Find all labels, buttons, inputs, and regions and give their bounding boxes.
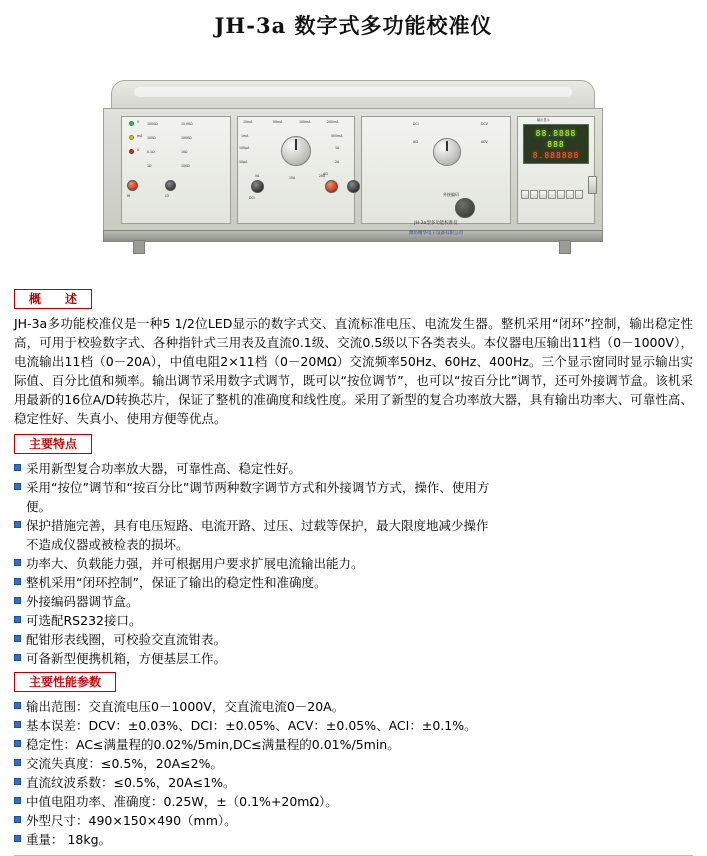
panel-a-label-0: 1000Ω [147, 122, 158, 126]
panel-b-label-3: 200mA [327, 120, 339, 124]
bullet-square-icon [14, 654, 21, 661]
list-item [14, 516, 693, 535]
bullet-square-icon [14, 578, 21, 585]
list-item-label: 稳定性：AC≤满量程的0.02%/5min,DC≤满量程的0.01%/5min。 [26, 737, 400, 752]
led-label-v: V [137, 120, 140, 124]
list-item-label: 中值电阻功率、准确度：0.25W，±（0.1%+20mΩ）。 [26, 794, 338, 809]
keypad-button-5[interactable] [557, 190, 565, 199]
led-display [523, 124, 589, 164]
output-jack-lo[interactable] [165, 180, 176, 191]
panel-b-label-12: 20A [319, 174, 326, 178]
list-item-label: 外型尺寸：490×150×490（mm）。 [26, 813, 237, 828]
panel-a-label-7: 100Ω [181, 164, 190, 168]
external-encoder-label: 外接编码 [443, 192, 459, 197]
list-item-label: 交流失真度：≤0.5%，20A≤2%。 [26, 756, 223, 771]
keypad-button-6[interactable] [566, 190, 574, 199]
led-indicator-v [129, 121, 134, 126]
list-item-label: 外接编码器调节盒。 [26, 594, 139, 609]
bullet-square-icon [14, 464, 21, 471]
bullet-square-icon [14, 797, 21, 804]
led-indicator-a [129, 149, 134, 154]
features-list [10, 459, 697, 668]
bullet-square-icon [14, 483, 21, 490]
output-jack-aci[interactable] [325, 180, 338, 193]
bullet-square-icon [14, 778, 21, 785]
panel-b-label-10: 5A [255, 174, 260, 178]
list-item [14, 497, 693, 516]
list-item [14, 535, 693, 554]
device-model-text: JH-3a型多功能校准仪 [414, 221, 458, 226]
list-item [14, 459, 693, 478]
device-base [103, 230, 603, 242]
output-jack-gnd[interactable] [347, 180, 360, 193]
panel-a-label-3: 1000Ω [181, 136, 192, 140]
display-row-main: 88.8888 888 [535, 129, 577, 149]
panel-b-label-4: 1mA [241, 134, 249, 138]
panel-a-label-6: 1Ω [147, 164, 152, 168]
list-item [14, 554, 693, 573]
list-item-label: 可选配RS232接口。 [26, 613, 142, 628]
list-item-label: 配钳形表线圈，可校验交直流钳表。 [26, 632, 227, 647]
section-heading-overview: 概 述 [14, 289, 92, 309]
keypad-button-1[interactable] [521, 190, 529, 199]
device-foot-left [133, 240, 145, 254]
jack-label-lo: LO [165, 194, 170, 198]
list-item [14, 573, 693, 592]
overview-paragraph: JH-3a多功能校准仪是一种5 1/2位LED显示的数字式交、直流标准电压、电流发生器。整机采用“闭环”控制，输出稳定性高，可用于校验数字式、各种指针式三用表及直流0.1级、交流0.5级以下各类表头。本仪器电压输出11档（0－1000V），电流输出11档（0－20A），中值电阻2×11档（0－20MΩ）交流频率50Hz、60Hz、400Hz。三个显示窗同时显示输出实际值、百分比值和频率。输出调节采用数字式调节，既可以“按位调节”，也可以“按百分比”调节，还可外接调节盒。该机采用最新的16位A/D转换芯片，保证了整机的准确度和线性度。采用了新型的复合功率放大器，具有输出功率大、可靠性高、稳定性好、失真小、使用方便等优点。 [14, 316, 693, 426]
panel-b-label-2: 100mA [299, 120, 311, 124]
specs-list [10, 697, 697, 849]
list-item-label: 直流纹波系数：≤0.5%，20A≤1%。 [26, 775, 236, 790]
list-item [14, 630, 693, 649]
panel-a-label-1: 10.00Ω [181, 122, 193, 126]
display-label: 输出显示 [537, 118, 550, 122]
panel-b-label-5: 500mA [331, 134, 343, 138]
list-item [14, 830, 693, 849]
list-item [14, 811, 693, 830]
list-item [14, 592, 693, 611]
keypad-button-4[interactable] [548, 190, 556, 199]
bullet-square-icon [14, 759, 21, 766]
device-foot-right [559, 240, 571, 254]
list-item [14, 697, 693, 716]
panel-current-range [237, 116, 355, 224]
power-switch[interactable] [588, 176, 597, 194]
bullet-square-icon [14, 597, 21, 604]
panel-b-label-8: 10μA [239, 160, 248, 164]
device-brand-text: 潍坊精华电子设备有限公司 [409, 231, 463, 236]
panel-a-label-2: 100Ω [147, 136, 156, 140]
led-label-a: A [137, 148, 140, 152]
list-item-label: 基本误差：DCV：±0.03%、DCI：±0.05%、ACV：±0.05%、ACI：±0.1%。 [26, 718, 477, 733]
output-jack-hi[interactable] [127, 180, 138, 191]
list-item-label: 重量： 18kg。 [26, 832, 112, 847]
list-item-label: 功率大、负载能力强，并可根据用户要求扩展电流输出能力。 [26, 556, 364, 571]
panel-b-label-9: 2A [335, 160, 340, 164]
panel-c-label-dci: DCI [413, 122, 419, 126]
bullet-square-icon [14, 559, 21, 566]
external-encoder-connector[interactable] [455, 198, 475, 218]
jack-label-dci: DCI [249, 196, 255, 200]
list-item [14, 649, 693, 668]
keypad-button-3[interactable] [539, 190, 547, 199]
panel-c-label-acv: ACV [481, 140, 488, 144]
panel-a-label-5: 10Ω [181, 150, 188, 154]
bullet-square-icon [14, 816, 21, 823]
output-jack-dci[interactable] [251, 180, 264, 193]
panel-b-label-11: 10A [289, 176, 296, 180]
list-item-label: 采用新型复合功率放大器，可靠性高、稳定性好。 [26, 461, 302, 476]
bullet-square-icon [14, 702, 21, 709]
list-item [14, 792, 693, 811]
list-item-label: 不造成仪器或被检表的损坏。 [26, 537, 189, 552]
function-selector-knob[interactable] [433, 138, 461, 166]
display-row-secondary: 8.888888 [532, 151, 580, 160]
panel-c-label-dcv: DCV [481, 122, 488, 126]
led-indicator-ma [129, 135, 134, 140]
jack-label-hi: HI [127, 194, 131, 198]
list-item-label: 可备新型便携机箱，方便基层工作。 [26, 651, 227, 666]
bullet-square-icon [14, 835, 21, 842]
list-item [14, 478, 693, 497]
list-item [14, 735, 693, 754]
range-selector-knob[interactable] [281, 136, 311, 166]
list-item-label: 整机采用“闭环控制”，保证了输出的稳定性和准确度。 [26, 575, 327, 590]
section-heading-specs: 主要性能参数 [14, 672, 116, 692]
section-heading-features: 主要特点 [14, 434, 92, 454]
panel-function-select [361, 116, 511, 224]
panel-b-label-6: 100μA [239, 146, 250, 150]
document-body [0, 285, 707, 856]
list-item [14, 716, 693, 735]
bullet-square-icon [14, 521, 21, 528]
panel-b-label-1: 50mA [273, 120, 283, 124]
bullet-square-icon [14, 616, 21, 623]
device-instrument [103, 80, 603, 255]
list-item-label: 保护措施完善，具有电压短路、电流开路、过压、过载等保护，最大限度地减少操作 [26, 518, 489, 533]
panel-c-label-aci: ACI [413, 140, 419, 144]
page-title: JH-3a 数字式多功能校准仪 [214, 13, 493, 38]
bullet-square-icon [14, 635, 21, 642]
keypad-button-2[interactable] [530, 190, 538, 199]
panel-b-label-0: 10mA [243, 120, 253, 124]
keypad-button-7[interactable] [575, 190, 583, 199]
keypad-row[interactable] [521, 190, 583, 199]
panel-a-label-4: 0.1Ω [147, 150, 155, 154]
list-item [14, 611, 693, 630]
bullet-square-icon [14, 721, 21, 728]
list-item-label: 采用“按位”调节和“按百分比”调节两种数字调节方式和外接调节方式，操作、使用方 [26, 480, 490, 495]
list-item [14, 773, 693, 792]
bullet-square-icon [14, 740, 21, 747]
panel-resistance [121, 116, 231, 224]
led-label-ma: mA [137, 134, 143, 138]
list-item-label: 便。 [26, 499, 52, 514]
list-item-label: 输出范围：交直流电压0－1000V，交直流电流0－20A。 [26, 699, 345, 714]
jack-label-aci: ACI [323, 172, 329, 176]
list-item [14, 754, 693, 773]
panel-b-label-7: 1A [335, 146, 340, 150]
device-photo [0, 80, 707, 280]
